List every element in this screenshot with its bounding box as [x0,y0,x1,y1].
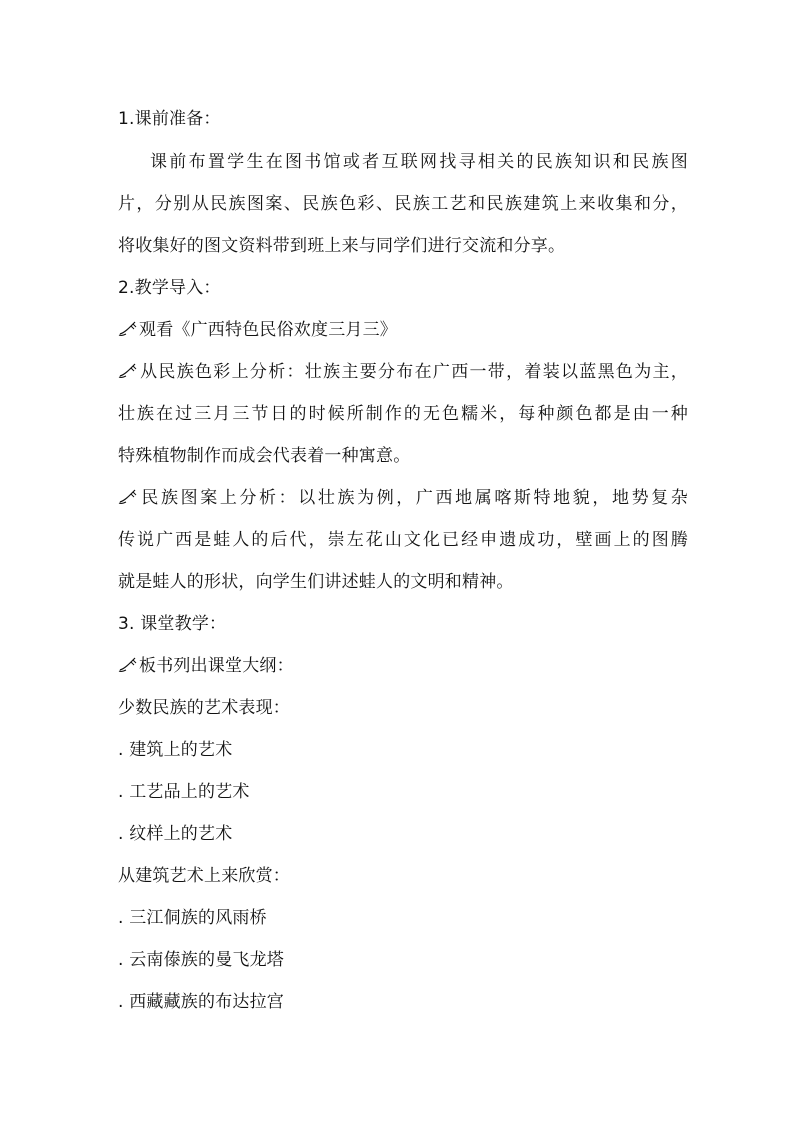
arch-title: 从建筑艺术上来欣赏： [118,866,290,886]
list-item: . 三江侗族的风雨桥 [118,908,267,928]
paragraph-line: 壮族在过三月三节日的时候所制作的无色糯米，每种颜色都是由一种 [118,404,688,424]
paragraph-line: 就是蛙人的形状，向学生们讲述蛙人的文明和精神。 [118,572,514,592]
bullet-item [118,655,688,677]
bullet-item-text: 民族图案上分析：以壮族为例，广西地属喀斯特地貌，地势复杂 [139,488,688,508]
outline-title: 少数民族的艺术表现： [118,698,290,718]
section-heading-class: 3. 课堂教学： [118,614,227,634]
section-heading-intro: 2.教学导入： [118,278,221,298]
bullet-item-text: 板书列出课堂大纲： [139,656,294,676]
bullet-item-text: 从民族色彩上分析：壮族主要分布在广西一带，着装以蓝黑色为主， [139,362,688,382]
list-item: . 建筑上的艺术 [118,740,233,760]
bullet-item [118,487,688,509]
bullet-item-text: 观看《广西特色民俗欢度三月三》 [139,320,397,340]
list-item: . 纹样上的艺术 [118,824,233,844]
paragraph-line: 特殊植物制作而成会代表着一种寓意。 [118,446,411,466]
list-item: . 云南傣族的曼飞龙塔 [118,950,285,970]
writing-hand-icon [118,319,138,337]
bullet-item [118,319,688,341]
section-heading-prep: 1.课前准备： [118,109,221,129]
list-item: . 西藏藏族的布达拉宫 [118,992,285,1012]
paragraph-line: 课前布置学生在图书馆或者互联网找寻相关的民族知识和民族图 [150,152,688,172]
paragraph-line: 片，分别从民族图案、民族色彩、民族工艺和民族建筑上来收集和分， [118,194,688,214]
writing-hand-icon [118,361,138,379]
bullet-item [118,361,688,383]
list-item: . 工艺品上的艺术 [118,782,250,802]
writing-hand-icon [118,655,138,673]
paragraph-line: 传说广西是蛙人的后代，崇左花山文化已经申遗成功，壁画上的图腾 [118,530,688,550]
writing-hand-icon [118,487,138,505]
paragraph-line: 将收集好的图文资料带到班上来与同学们进行交流和分享。 [118,236,566,256]
